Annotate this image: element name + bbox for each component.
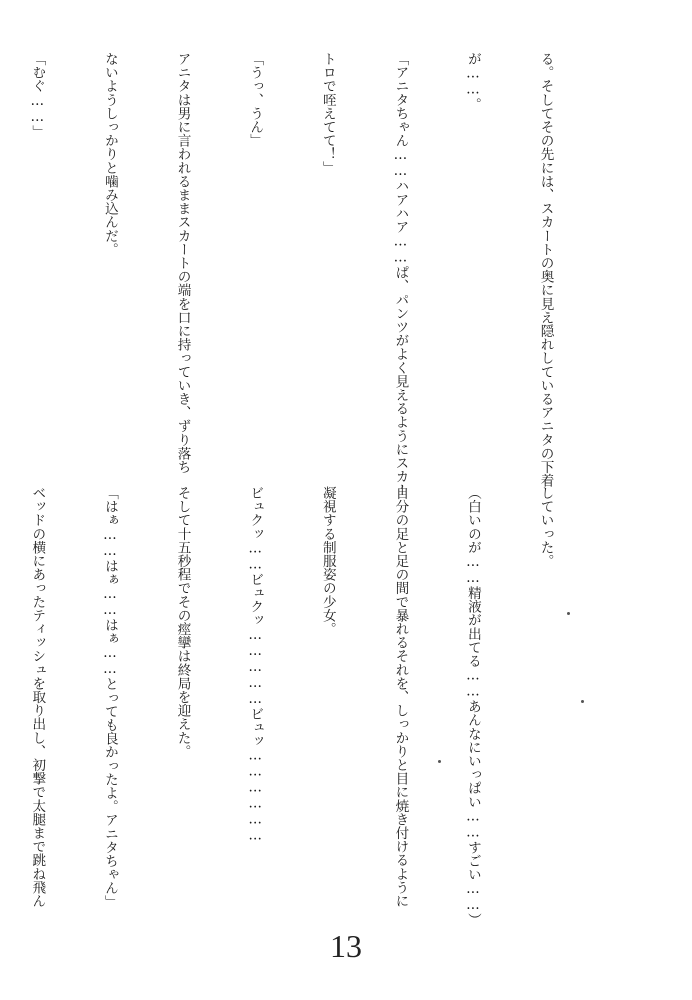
text-line: トロで咥えてて！」 xyxy=(319,52,336,175)
scan-speck xyxy=(438,760,441,763)
top-text-block xyxy=(29,52,606,497)
text-line: ないようしっかりと噛み込んだ。 xyxy=(101,52,118,256)
text-line: ビュクッ……ビュクッ……………ビュッ……………… xyxy=(247,486,264,844)
text-line: 「むぐ……」 xyxy=(29,52,46,139)
text-line: ベッドの横にあったティッシュを取り出し、初撃で太腿まで跳ね飛ん xyxy=(29,486,46,908)
scan-speck xyxy=(581,700,584,703)
text-line: 「アニタちゃん……ハアハア……ぱ、パンツがよく見えるようにスカー xyxy=(392,52,409,497)
scan-speck xyxy=(567,612,570,615)
text-line: が……。 xyxy=(464,52,481,112)
bottom-text-block xyxy=(29,486,606,936)
text-line: る。そしてその先には、スカートの奥に見え隠れしているアニタの下着 xyxy=(537,52,554,488)
text-line: アニタは男に言われるままスカートの端を口に持っていき、ずり落ち xyxy=(174,52,191,474)
text-line: していった。 xyxy=(537,486,554,568)
text-line: 「はぁ……はぁ……はぁ……とっても良かったよ。アニタちゃん」 xyxy=(101,486,118,909)
text-line: 「うっ、うん」 xyxy=(247,52,264,148)
page-number: 13 xyxy=(330,928,362,964)
text-line: 自分の足と足の間で暴れるそれを、しっかりと目に焼き付けるように xyxy=(392,486,409,908)
text-line: （白いのが……精液が出てる……あんなにいっぱい……すごい……） xyxy=(464,486,481,927)
text-line: 凝視する制服姿の少女。 xyxy=(319,486,336,636)
text-line: そして十五秒程でその痙攣は終局を迎えた。 xyxy=(174,486,191,758)
